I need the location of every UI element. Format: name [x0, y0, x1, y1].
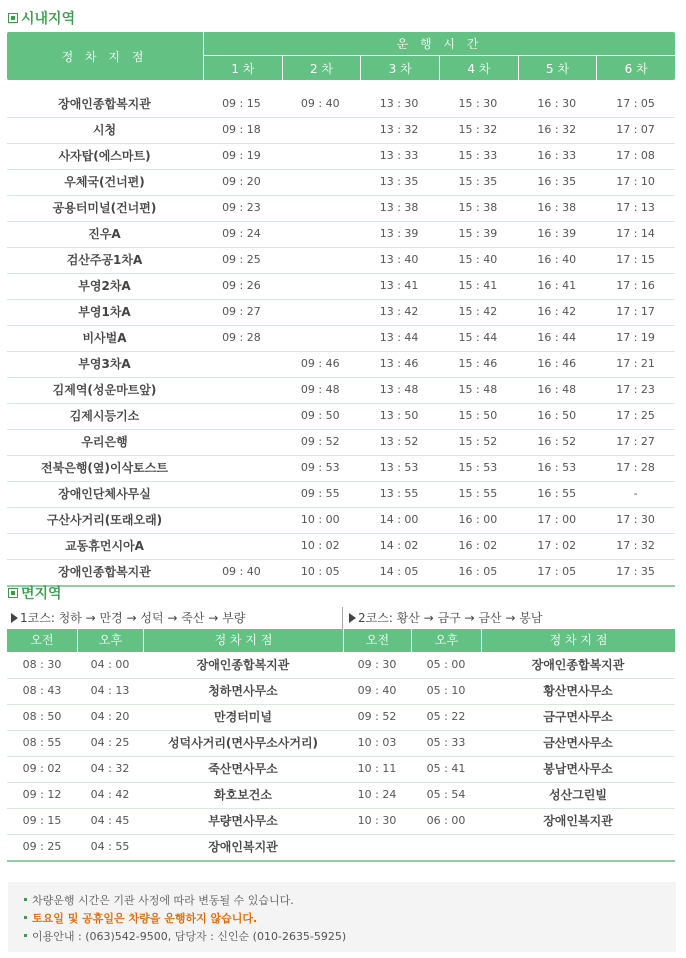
time-cell: - — [633, 487, 638, 500]
time-cell: 09 : 15 — [222, 97, 261, 110]
stop-name: 부량면사무소 — [208, 814, 278, 828]
time-cell: 13 : 41 — [379, 279, 419, 292]
time-cell: 15 : 40 — [458, 253, 498, 266]
time-cell: 09 : 26 — [222, 279, 261, 292]
time-cell: 17 : 05 — [537, 565, 577, 578]
table-row — [7, 352, 675, 378]
time-cell: 17 : 02 — [537, 539, 577, 552]
am-time: 09 : 25 — [22, 840, 62, 853]
am-time: 10 : 03 — [357, 736, 397, 749]
time-cell: 15 : 35 — [458, 175, 498, 188]
stop-name: 부영2차A — [78, 279, 131, 293]
time-cell: 09 : 53 — [300, 461, 340, 474]
run-header: 3 차 — [360, 56, 439, 80]
stop-name: 부영1차A — [78, 305, 131, 319]
am-time: 08 : 43 — [22, 684, 62, 697]
stop-name: 비사벌A — [82, 331, 127, 345]
stop-name: 장애인종합복지관 — [531, 658, 625, 672]
time-cell: 16 : 46 — [537, 357, 577, 370]
time-cell: 09 : 40 — [300, 97, 340, 110]
time-cell: 13 : 40 — [379, 253, 419, 266]
time-cell: 16 : 48 — [537, 383, 577, 396]
time-cell: 16 : 53 — [537, 461, 577, 474]
stop-name: 성산그린빌 — [549, 788, 607, 802]
time-cell: 09 : 40 — [222, 565, 261, 578]
time-cell: 17 : 27 — [616, 435, 655, 448]
time-cell: 09 : 55 — [300, 487, 340, 500]
pm-time: 05 : 22 — [426, 710, 466, 723]
time-cell: 13 : 38 — [379, 201, 419, 214]
rural-table-header — [7, 629, 675, 652]
time-cell: 16 : 33 — [537, 149, 577, 162]
table-row — [7, 170, 675, 196]
time-cell: 17 : 07 — [616, 123, 655, 136]
time-cell: 09 : 23 — [222, 201, 261, 214]
time-cell: 15 : 30 — [458, 97, 498, 110]
stop-name: 장애인복지관 — [543, 814, 613, 828]
time-cell: 09 : 48 — [300, 383, 340, 396]
time-cell: 13 : 52 — [379, 435, 419, 448]
time-cell — [281, 222, 360, 247]
time-cell: 13 : 32 — [379, 123, 419, 136]
stop-header-2: 정 차 지 점 — [481, 629, 675, 652]
city-title-text: 시내지역 — [21, 11, 76, 27]
time-cell — [281, 144, 360, 169]
table-row — [7, 653, 675, 679]
time-cell: 13 : 48 — [379, 383, 419, 396]
course1-label: 1코스: 청하 → 만경 → 성덕 → 죽산 → 부량 — [11, 607, 245, 629]
time-cell: 09 : 46 — [300, 357, 340, 370]
time-cell: 16 : 02 — [458, 539, 498, 552]
time-cell: 13 : 50 — [379, 409, 419, 422]
time-cell: 17 : 15 — [616, 253, 655, 266]
stop-name: 전북은행(옆)이삭토스트 — [41, 461, 168, 475]
time-cell: 15 : 52 — [458, 435, 498, 448]
table-row — [7, 430, 675, 456]
time-cell: 16 : 39 — [537, 227, 577, 240]
time-cell: 16 : 05 — [458, 565, 498, 578]
time-cell — [202, 456, 281, 481]
table-row — [7, 679, 675, 705]
table-row — [7, 248, 675, 274]
time-cell: 17 : 08 — [616, 149, 655, 162]
time-cell: 13 : 55 — [379, 487, 419, 500]
table-row — [7, 783, 675, 809]
am-header-2: 오전 — [343, 629, 411, 652]
time-cell: 16 : 55 — [537, 487, 577, 500]
time-cell — [202, 508, 281, 533]
table-row — [7, 534, 675, 560]
table-row — [7, 731, 675, 757]
time-cell — [281, 170, 360, 195]
table-row — [7, 835, 675, 862]
time-cell: 16 : 35 — [537, 175, 577, 188]
square-bullet-icon — [8, 588, 18, 598]
run-headers — [203, 56, 675, 80]
time-cell: 09 : 19 — [222, 149, 261, 162]
pm-time: 04 : 55 — [90, 840, 130, 853]
time-cell: 16 : 50 — [537, 409, 577, 422]
am-time: 08 : 55 — [22, 736, 62, 749]
time-cell: 17 : 13 — [616, 201, 655, 214]
time-cell — [281, 274, 360, 299]
stop-name: 죽산면사무소 — [208, 762, 278, 776]
time-cell — [202, 534, 281, 559]
table-row — [7, 144, 675, 170]
triangle-right-icon — [11, 613, 18, 623]
course2-label: 2코스: 황산 → 금구 → 금산 → 봉남 — [349, 607, 542, 629]
notice-box — [8, 882, 676, 952]
pm-time: 06 : 00 — [426, 814, 466, 827]
time-cell — [281, 248, 360, 273]
pm-time: 04 : 25 — [90, 736, 130, 749]
city-timetable — [7, 32, 675, 579]
time-cell: 16 : 30 — [537, 97, 577, 110]
time-cell: 15 : 55 — [458, 487, 498, 500]
time-cell: 17 : 14 — [616, 227, 655, 240]
time-cell — [281, 196, 360, 221]
table-row — [7, 196, 675, 222]
time-cell: 15 : 33 — [458, 149, 498, 162]
time-cell: 15 : 38 — [458, 201, 498, 214]
triangle-right-icon — [349, 613, 356, 623]
pm-header-2: 오후 — [411, 629, 481, 652]
time-cell — [281, 118, 360, 143]
time-cell — [281, 300, 360, 325]
stop-name: 장애인단체사무실 — [58, 487, 151, 501]
am-time: 10 : 30 — [357, 814, 397, 827]
notice-item-contact: 이용안내 : (063)542-9500, 담당자 : 신인순 (010-2635-5925) — [24, 928, 346, 944]
time-cell: 16 : 44 — [537, 331, 577, 344]
pm-time: 05 : 41 — [426, 762, 466, 775]
time-cell: 17 : 25 — [616, 409, 655, 422]
stop-name: 공용터미널(건너편) — [52, 201, 157, 215]
time-cell: 15 : 41 — [458, 279, 498, 292]
time-cell: 13 : 53 — [379, 461, 419, 474]
rural-title-text: 면지역 — [21, 586, 62, 602]
time-cell: 15 : 46 — [458, 357, 498, 370]
time-cell: 14 : 00 — [379, 513, 419, 526]
time-cell: 17 : 35 — [616, 565, 655, 578]
stop-name: 장애인종합복지관 — [58, 565, 151, 579]
time-cell: 15 : 44 — [458, 331, 498, 344]
time-cell — [202, 352, 281, 377]
stop-name: 사자탑(에스마트) — [58, 149, 151, 163]
time-cell: 13 : 46 — [379, 357, 419, 370]
time-cell: 15 : 50 — [458, 409, 498, 422]
am-time: 09 : 12 — [22, 788, 62, 801]
stop-name: 김제역(성운마트앞) — [52, 383, 157, 397]
time-cell: 16 : 41 — [537, 279, 577, 292]
time-cell: 15 : 48 — [458, 383, 498, 396]
time-cell: 17 : 10 — [616, 175, 655, 188]
time-cell: 17 : 21 — [616, 357, 655, 370]
time-cell: 15 : 39 — [458, 227, 498, 240]
table-row — [7, 118, 675, 144]
am-time: 09 : 30 — [357, 658, 397, 671]
pm-time: 04 : 13 — [90, 684, 130, 697]
time-cell: 13 : 39 — [379, 227, 419, 240]
stop-name: 황산면사무소 — [543, 684, 613, 698]
time-cell: 15 : 42 — [458, 305, 498, 318]
time-cell: 14 : 02 — [379, 539, 419, 552]
time-cell: 17 : 23 — [616, 383, 655, 396]
table-row — [7, 560, 675, 587]
time-cell: 17 : 28 — [616, 461, 655, 474]
am-time: 08 : 30 — [22, 658, 62, 671]
time-cell: 13 : 35 — [379, 175, 419, 188]
time-cell: 09 : 52 — [300, 435, 340, 448]
time-cell: 09 : 25 — [222, 253, 261, 266]
stop-name: 화호보건소 — [214, 788, 272, 802]
time-cell: 15 : 53 — [458, 461, 498, 474]
pm-time: 05 : 54 — [426, 788, 466, 801]
time-cell: 10 : 00 — [300, 513, 340, 526]
am-time: 09 : 40 — [357, 684, 397, 697]
stop-header-1: 정 차 지 점 — [143, 629, 343, 652]
run-header: 6 차 — [596, 56, 675, 80]
stop-name: 교동휴먼시아A — [65, 539, 144, 553]
run-header: 5 차 — [518, 56, 597, 80]
stop-name: 금산면사무소 — [543, 736, 613, 750]
am-time: 09 : 52 — [357, 710, 397, 723]
pm-time: 04 : 00 — [90, 658, 130, 671]
table-row — [7, 508, 675, 534]
am-header-1: 오전 — [30, 633, 54, 647]
rural-section-title — [8, 583, 62, 603]
time-cell: 17 : 17 — [616, 305, 655, 318]
stop-name: 봉남면사무소 — [543, 762, 613, 776]
time-cell: 09 : 27 — [222, 305, 261, 318]
time-cell: 09 : 50 — [300, 409, 340, 422]
table-row — [7, 456, 675, 482]
am-time: 08 : 50 — [22, 710, 62, 723]
stop-header: 정 차 지 점 — [61, 49, 148, 64]
time-cell: 10 : 05 — [300, 565, 340, 578]
time-cell: 16 : 52 — [537, 435, 577, 448]
pm-time: 04 : 32 — [90, 762, 130, 775]
pm-time: 05 : 33 — [426, 736, 466, 749]
time-cell — [202, 404, 281, 429]
pm-time: 04 : 42 — [90, 788, 130, 801]
stop-name: 우체국(건너편) — [64, 175, 145, 189]
table-row — [7, 378, 675, 404]
time-cell: 14 : 05 — [379, 565, 419, 578]
time-cell — [202, 482, 281, 507]
stop-name: 우리은행 — [81, 435, 128, 449]
time-cell: 13 : 33 — [379, 149, 419, 162]
stop-name: 금구면사무소 — [543, 710, 613, 724]
time-cell: 13 : 42 — [379, 305, 419, 318]
pm-header-1: 오후 — [77, 629, 143, 652]
time-cell: 09 : 20 — [222, 175, 261, 188]
pm-time: 05 : 00 — [426, 658, 466, 671]
am-time: 10 : 24 — [357, 788, 397, 801]
notice-item-warning: 토요일 및 공휴일은 차량을 운행하지 않습니다. — [24, 910, 257, 926]
stop-name: 구산사거리(또래오래) — [46, 513, 163, 527]
table-row — [7, 809, 675, 835]
time-cell: 17 : 16 — [616, 279, 655, 292]
table-row — [7, 404, 675, 430]
table-row — [7, 92, 675, 118]
operation-time-header: 운 행 시 간 — [203, 32, 675, 56]
rural-table-body — [7, 653, 675, 862]
stop-name: 검산주공1차A — [66, 253, 143, 267]
pm-time: 05 : 10 — [426, 684, 466, 697]
table-row — [7, 326, 675, 352]
pm-time: 04 : 20 — [90, 710, 130, 723]
square-bullet-icon — [8, 13, 18, 23]
table-row — [7, 222, 675, 248]
time-cell: 13 : 30 — [379, 97, 419, 110]
stop-name: 부영3차A — [78, 357, 131, 371]
time-cell: 17 : 30 — [616, 513, 655, 526]
stop-name: 청하면사무소 — [208, 684, 278, 698]
run-header: 1 차 — [203, 56, 282, 80]
time-cell: 13 : 44 — [379, 331, 419, 344]
stop-name: 진우A — [88, 227, 121, 241]
stop-name: 성덕사거리(면사무소사거리) — [167, 736, 319, 750]
time-cell — [281, 326, 360, 351]
stop-name: 장애인종합복지관 — [58, 97, 151, 111]
time-cell: 17 : 00 — [537, 513, 577, 526]
table-row — [7, 757, 675, 783]
stop-name: 시청 — [92, 123, 117, 137]
table-row — [7, 482, 675, 508]
time-cell: 09 : 24 — [222, 227, 261, 240]
run-header: 2 차 — [282, 56, 361, 80]
time-cell: 17 : 32 — [616, 539, 655, 552]
am-time: 09 : 02 — [22, 762, 62, 775]
time-cell — [202, 430, 281, 455]
notice-item: 차량운행 시간은 기관 사정에 따라 변동될 수 있습니다. — [24, 892, 294, 908]
am-time: 09 : 15 — [22, 814, 62, 827]
time-cell: 17 : 19 — [616, 331, 655, 344]
pm-time: 04 : 45 — [90, 814, 130, 827]
stop-name: 만경터미널 — [214, 710, 272, 724]
course-divider — [342, 607, 343, 629]
city-table-body — [7, 92, 675, 587]
time-cell: 16 : 42 — [537, 305, 577, 318]
city-section-title — [8, 8, 75, 28]
time-cell: 16 : 38 — [537, 201, 577, 214]
table-row — [7, 705, 675, 731]
time-cell: 16 : 40 — [537, 253, 577, 266]
time-cell: 09 : 18 — [222, 123, 261, 136]
time-cell: 17 : 05 — [616, 97, 655, 110]
time-cell — [202, 378, 281, 403]
table-row — [7, 300, 675, 326]
time-cell: 10 : 02 — [300, 539, 340, 552]
stop-name: 장애인종합복지관 — [196, 658, 290, 672]
time-cell: 16 : 32 — [537, 123, 577, 136]
run-header: 4 차 — [439, 56, 518, 80]
stop-name: 김제시등기소 — [69, 409, 140, 423]
time-cell: 16 : 00 — [458, 513, 498, 526]
am-time: 10 : 11 — [357, 762, 397, 775]
table-row — [7, 274, 675, 300]
time-cell: 09 : 28 — [222, 331, 261, 344]
city-table-header — [7, 32, 675, 80]
stop-name: 장애인복지관 — [208, 840, 278, 854]
time-cell: 15 : 32 — [458, 123, 498, 136]
